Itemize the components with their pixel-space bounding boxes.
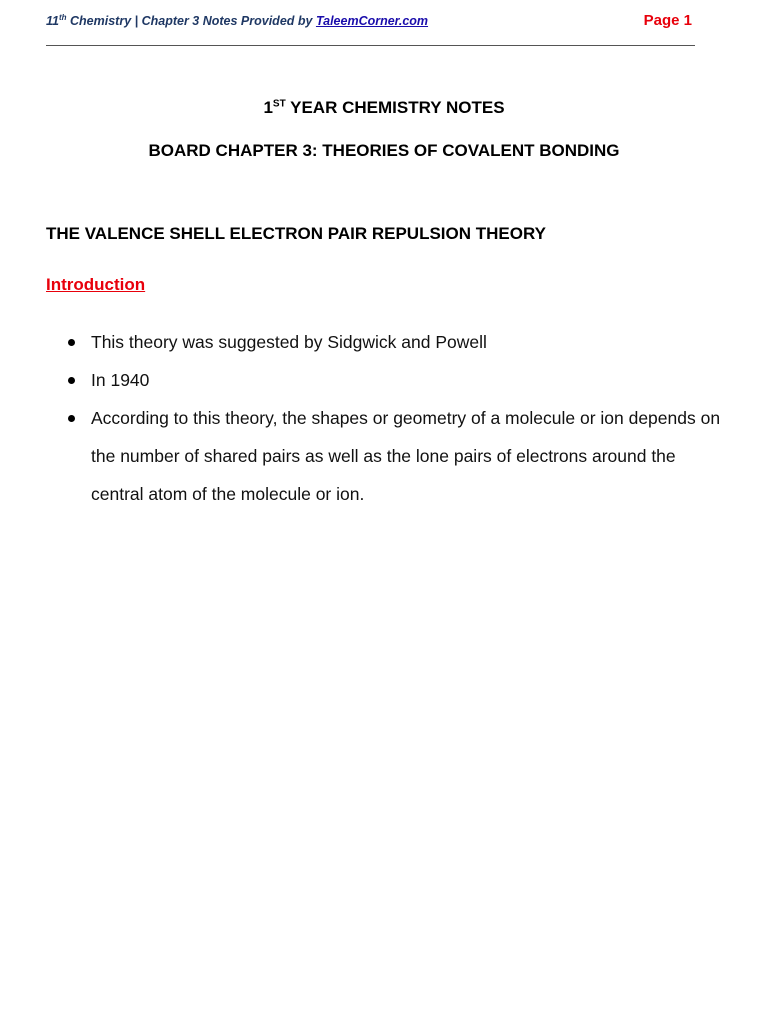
title-year-suffix: ST — [272, 98, 286, 110]
header-divider — [46, 45, 695, 46]
bullet-icon — [68, 415, 75, 422]
notes-title — [0, 98, 768, 118]
list-item-text: In 1940 — [91, 370, 150, 390]
header-grade-number: 11 — [46, 14, 59, 28]
page-number: Page 1 — [643, 12, 692, 29]
header-caption-text: Chemistry | Chapter 3 Notes Provided by — [66, 14, 316, 28]
title-year-text: YEAR CHEMISTRY NOTES — [285, 98, 505, 117]
list-item — [67, 323, 727, 361]
header-grade-suffix: th — [58, 12, 67, 22]
header-caption — [46, 14, 428, 28]
bullet-list — [67, 323, 727, 513]
chapter-title: BOARD CHAPTER 3: THEORIES OF COVALENT BONDING — [148, 141, 620, 160]
bullet-icon — [68, 377, 75, 384]
list-item-text: According to this theory, the shapes or geometry of a molecule or ion depends on the number of shared pairs as well as the lone pairs of electrons around the central atom of the molecule or ion. — [91, 408, 721, 504]
list-item-text: This theory was suggested by Sidgwick and Powell — [91, 332, 487, 352]
introduction-heading: Introduction — [46, 275, 146, 294]
list-item — [67, 399, 727, 513]
bullet-icon — [68, 339, 75, 346]
taleemcorner-link[interactable]: TaleemCorner.com — [315, 14, 429, 28]
title-year-number: 1 — [263, 98, 273, 117]
list-item — [67, 361, 727, 399]
page-header — [46, 12, 696, 34]
section-heading: THE VALENCE SHELL ELECTRON PAIR REPULSION THEORY — [46, 224, 546, 243]
